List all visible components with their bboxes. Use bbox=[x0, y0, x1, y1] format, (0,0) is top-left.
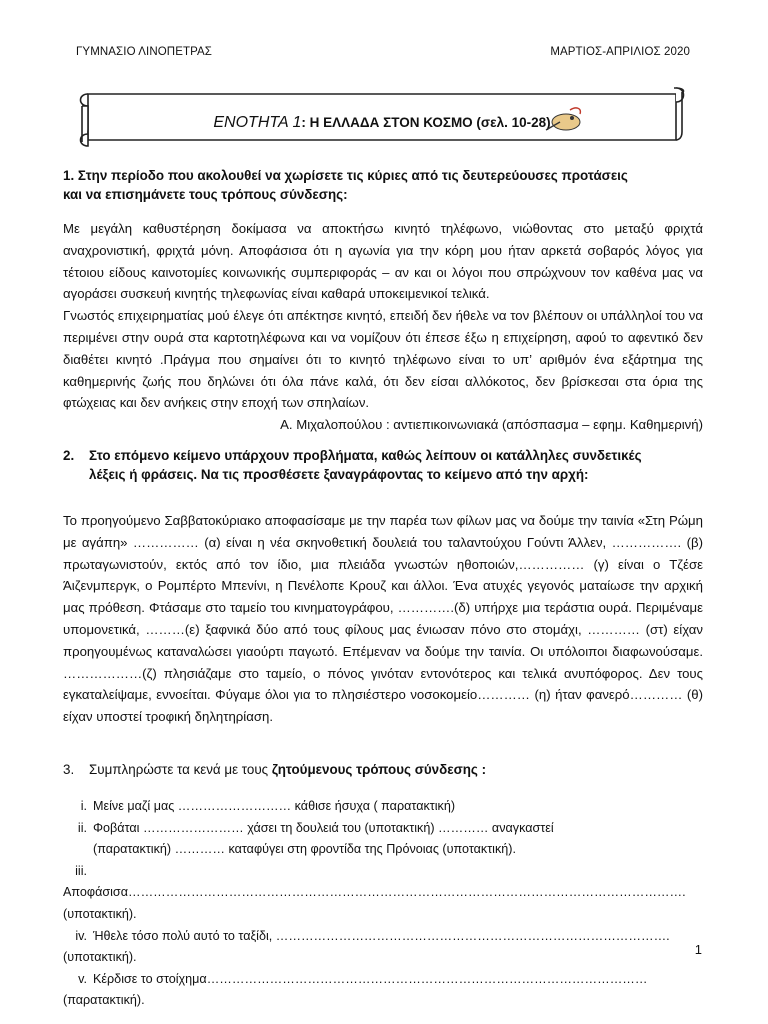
unit-label: ΕΝΟΤΗΤΑ 1 bbox=[213, 114, 302, 131]
q1-passage bbox=[63, 218, 703, 436]
list-item-text: Μείνε μαζί μας ……………………… κάθισε ήσυχα ( παρατακτική) bbox=[93, 799, 456, 813]
list-item bbox=[63, 818, 703, 840]
list-item-text: Ήθελε τόσο πολύ αυτό το ταξίδι, ………………………………………………………………………………….(υποτακτική). bbox=[63, 928, 670, 965]
list-item-text: Φοβάται …………………… χάσει τη δουλειά του (υποτακτική) ………… αναγκαστεί bbox=[93, 820, 554, 835]
school-name: ΓΥΜΝΑΣΙΟ ΛΙΝΟΠΕΤΡΑΣ bbox=[76, 46, 212, 58]
q3-number: 3. bbox=[63, 762, 75, 777]
q3-title-bold: ζητούμενους τρόπους σύνδεσης : bbox=[271, 762, 487, 777]
page-number: 1 bbox=[694, 942, 702, 957]
list-item-number: v. bbox=[78, 971, 87, 986]
term-date: ΜΑΡΤΙΟΣ-ΑΠΡΙΛΙΟΣ 2020 bbox=[550, 46, 690, 58]
unit-subtitle: : Η ΕΛΛΑΔΑ ΣΤΟΝ ΚΟΣΜΟ (σελ. 10-28) bbox=[301, 115, 551, 130]
q1-passage-p1: Με μεγάλη καθυστέρηση δοκίμασα να αποκτήσω κινητό τηλέφωνο, νιώθοντας στο μεταξύ φριχτά αναχρονιστική, φριχτά μόνη. Αποφάσισα ότι η αγωνία για την κόρη μου ήταν αρκετά σοβαρός λόγος για τέτοιου είδους καινοτομίες κοινωνικής συμπεριφοράς – αν και οι λόγοι που σπρώχνουν τον καθένα μας να αγοράσει συσκευή κινητής τηλεφωνίας είναι καθαρά υποκειμενικοί τελικά. bbox=[63, 221, 703, 302]
list-item-text: (παρατακτική) ………… καταφύγει στη φροντίδα της Πρόνοιας (υποτακτική). bbox=[93, 842, 516, 857]
q2-passage-text: Το προηγούμενο Σαββατοκύριακο αποφασίσαμε με την παρέα των φίλων μας να δούμε την ταινία «Στη Ρώμη με αγάπη» …………… (α) είναι η νέα σκηνοθετική δουλειά του ταλαντούχου Γούντι Άλλεν, ……………. (β) πρωταγωνιστούν, εκτός από τον ίδιο, μια πλειάδα γνωστών ηθοποιών,…………… (γ) είναι ο Τζέσε Άιζενμπεργκ, ο Ρομπέρτο Μπενίνι, η Πενέλοπε Κρουζ και άλλοι. Ένα ατυχές γεγονός ματαίωσε την αρχική μας πρόθεση. Φτάσαμε στο ταμείο του κινηματογράφου, ………….(δ) υπήρχε μια τεράστια ουρά. Περιμέναμε υπομονετικά, ………(ε) ξαφνικά δύο από τους φίλους μας ένιωσαν πόνο στο στομάχι, ………… (στ) είχαν προηγουμένως καταναλώσει γιαούρτι παγωτό. Επέμεναν να δούμε την ταινία. Οι υπόλοιποι διαφωνούσαμε. ………………(ζ) πλησιάζαμε στο ταμείο, ο πόνος γινόταν εντονότερος και τελικά ανυπόφορος. Δεν τους εγκαταλείψαμε, εννοείται. Φύγαμε όλοι για το πλησιέστερο νοσοκομείο………… (η) ήταν φανερό………… (θ) είχαν υποστεί τροφική δηλητηρίαση. bbox=[63, 513, 703, 725]
list-item-number: ii. bbox=[77, 820, 87, 835]
list-item bbox=[63, 926, 703, 969]
list-item bbox=[63, 839, 703, 861]
list-item bbox=[63, 796, 703, 818]
list-item bbox=[63, 969, 703, 1012]
q3-title-text: Συμπληρώστε τα κενά με τους bbox=[89, 762, 272, 777]
list-item-number: i. bbox=[80, 799, 87, 813]
q2-title-line2: λέξεις ή φράσεις. Να τις προσθέσετε ξαναγράφοντας το κείμενο από την αρχή: bbox=[89, 467, 589, 482]
list-item bbox=[63, 861, 703, 926]
q1-passage-p2: Γνωστός επιχειρηματίας μού έλεγε ότι απέκτησε κινητό, επειδή δεν ήθελε να τον βλέπουν οι υπάλληλοί του να περιμένει στην ουρά στα καρτοτηλέφωνα και να νομίζουν ότι έπεσε έξω η επιχείρηση, αφού το αφεντικό δεν διαθέτει κινητό .Πράγμα που σημαίνει ότι το κινητό τηλέφωνο είναι το υπ’ αριθμόν ένα εξάρτημα της καθημερινής ζωής που δηλώνει ότι όλα πάνε καλά, ότι δεν είσαι αλλόκοτος, δεν βρίσκεσαι στα όρια της φτώχειας και δεν ανήκεις στην εποχή των σπηλαίων. bbox=[63, 308, 703, 411]
q1-title-line2: και να επισημάνετε τους τρόπους σύνδεσης: bbox=[63, 187, 348, 202]
q1-title-line1: 1. Στην περίοδο που ακολουθεί να χωρίσετε τις κύριες από τις δευτερεύουσες προτάσεις bbox=[63, 168, 628, 183]
q3-title bbox=[63, 762, 703, 777]
unit-banner bbox=[74, 86, 690, 148]
list-item-text: Κέρδισε το στοίχημα……………………………………………………………………………………………(παρατακτική). bbox=[63, 971, 648, 1008]
list-item-number: iv. bbox=[75, 928, 87, 943]
quill-pen-icon bbox=[542, 104, 586, 134]
q2-title bbox=[63, 446, 703, 484]
list-item-number: iii. bbox=[75, 863, 87, 878]
unit-title bbox=[74, 114, 690, 132]
q1-source: Α. Μιχαλοπούλου : αντιεπικοινωνιακά (απόσπασμα – εφημ. Καθημερινή) bbox=[280, 417, 703, 433]
q2-number: 2. bbox=[63, 448, 75, 463]
q3-list bbox=[63, 796, 703, 1012]
q2-title-line1: Στο επόμενο κείμενο υπάρχουν προβλήματα, καθώς λείπουν οι κατάλληλες συνδετικές bbox=[89, 448, 642, 463]
q2-passage bbox=[63, 510, 703, 728]
q1-title bbox=[63, 166, 703, 204]
list-item-text: Αποφάσισα…………………………………………………………………………………………………………………….(υποτακτική). bbox=[63, 885, 686, 921]
